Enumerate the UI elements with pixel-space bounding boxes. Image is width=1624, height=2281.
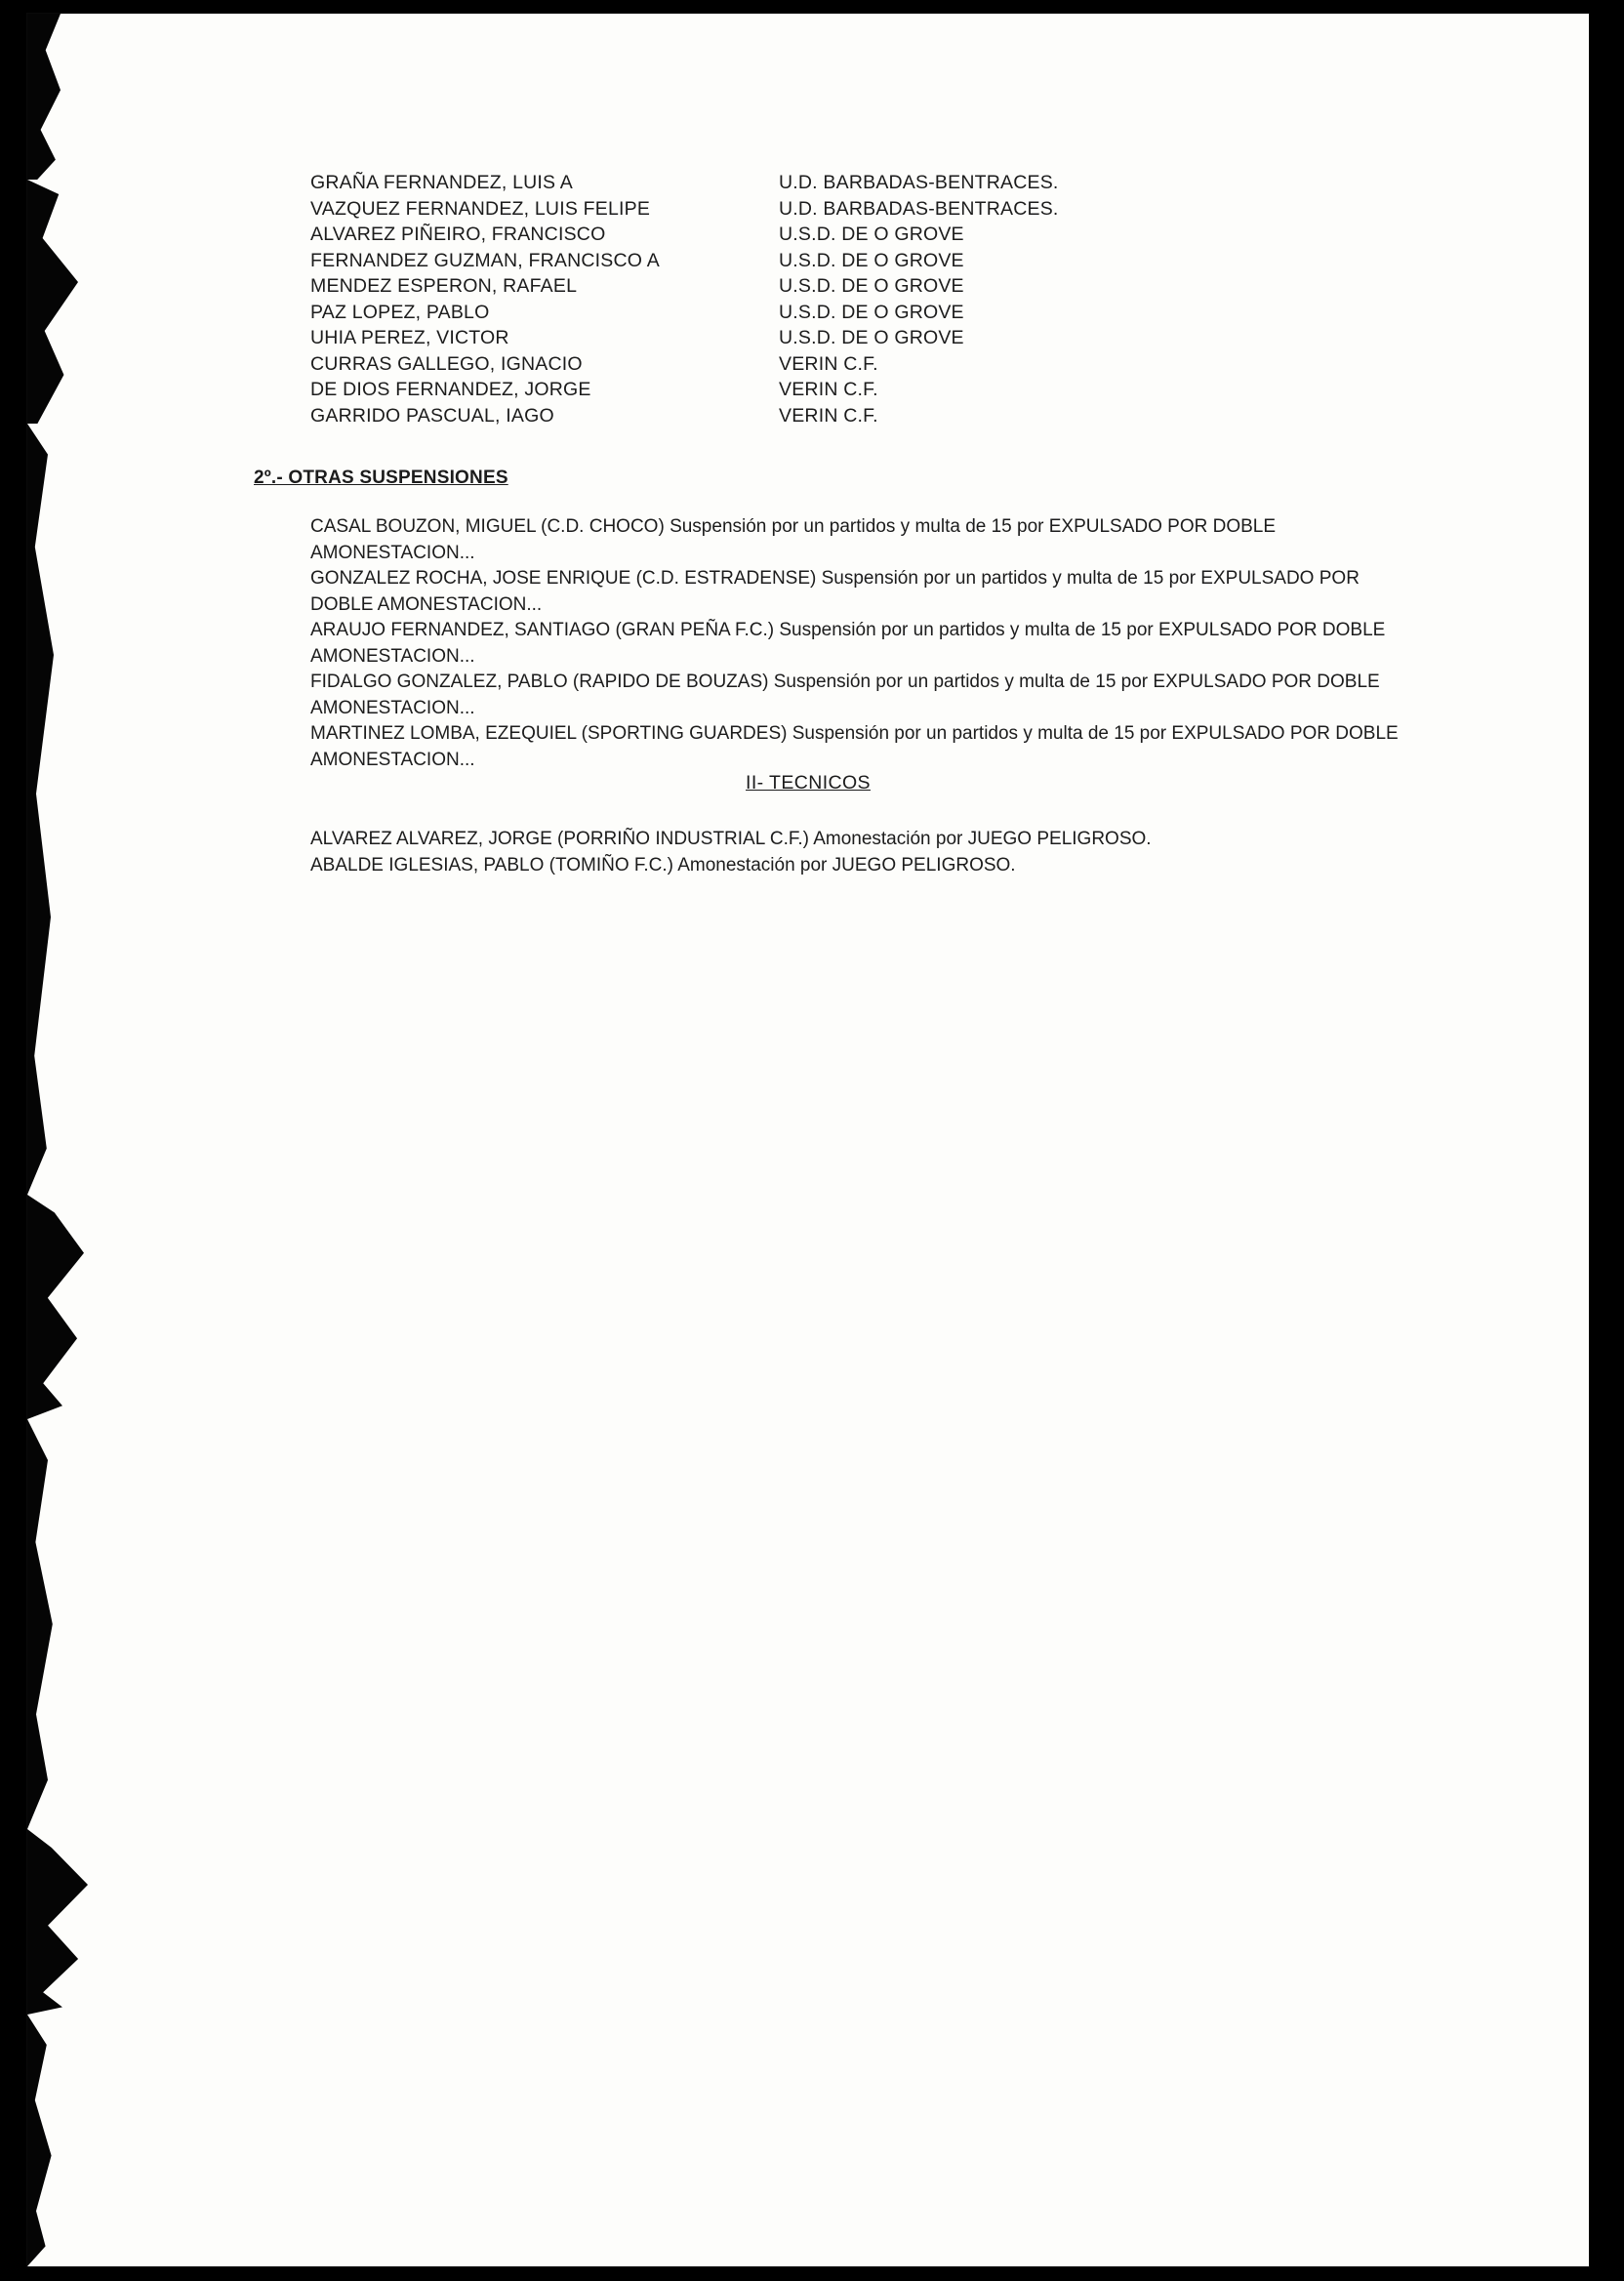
list-item: ABALDE IGLESIAS, PABLO (TOMIÑO F.C.) Amonestación por JUEGO PELIGROSO. [310, 854, 1016, 876]
table-row [310, 196, 1384, 223]
player-name: PAZ LOPEZ, PABLO [310, 301, 490, 323]
club-name: U.S.D. DE O GROVE [779, 301, 964, 323]
other-suspensions-list [310, 514, 1403, 773]
player-name: UHIA PEREZ, VICTOR [310, 327, 509, 348]
table-row [310, 170, 1384, 196]
player-name: CURRAS GALLEGO, IGNACIO [310, 352, 583, 375]
list-item: GONZALEZ ROCHA, JOSE ENRIQUE (C.D. ESTRADENSE) Suspensión por un partidos y multa de 15 por EXPULSADO POR DOBLE AMONESTACION... [310, 568, 1360, 615]
club-name: U.D. BARBADAS-BENTRACES. [779, 197, 1059, 220]
player-name: FERNANDEZ GUZMAN, FRANCISCO A [310, 249, 660, 271]
table-row [310, 325, 1384, 351]
club-name: VERIN C.F. [779, 352, 878, 375]
table-row [310, 300, 1384, 326]
tecnicos-list [310, 827, 1403, 878]
club-name: U.S.D. DE O GROVE [779, 275, 964, 297]
list-item: FIDALGO GONZALEZ, PABLO (RAPIDO DE BOUZAS) Suspensión por un partidos y multa de 15 por EXPULSADO POR DOBLE AMONESTACION... [310, 672, 1380, 718]
scanned-page [27, 14, 1589, 2266]
player-name: DE DIOS FERNANDEZ, JORGE [310, 379, 591, 400]
table-row [310, 273, 1384, 300]
list-item: ARAUJO FERNANDEZ, SANTIAGO (GRAN PEÑA F.C.) Suspensión por un partidos y multa de 15 por EXPULSADO POR DOBLE AMONESTACION... [310, 620, 1386, 667]
section-heading-otras-suspensiones: 2º.- OTRAS SUSPENSIONES [254, 468, 508, 488]
list-item: MARTINEZ LOMBA, EZEQUIEL (SPORTING GUARDES) Suspensión por un partidos y multa de 15 por EXPULSADO POR DOBLE AMONESTACION... [310, 723, 1399, 770]
club-name: U.D. BARBADAS-BENTRACES. [779, 172, 1059, 193]
table-row [310, 248, 1384, 274]
club-name: VERIN C.F. [779, 404, 878, 427]
club-name: U.S.D. DE O GROVE [779, 249, 964, 271]
table-row [310, 377, 1384, 403]
club-name: U.S.D. DE O GROVE [779, 327, 964, 348]
table-row [310, 222, 1384, 248]
subsection-heading-tecnicos: II- TECNICOS [746, 772, 871, 794]
player-name: MENDEZ ESPERON, RAFAEL [310, 275, 578, 297]
document-body [27, 14, 1589, 2266]
table-row [310, 351, 1384, 378]
table-row [310, 403, 1384, 429]
player-name: GARRIDO PASCUAL, IAGO [310, 404, 554, 427]
player-name: GRAÑA FERNANDEZ, LUIS A [310, 172, 573, 193]
list-item: ALVAREZ ALVAREZ, JORGE (PORRIÑO INDUSTRIAL C.F.) Amonestación por JUEGO PELIGROSO. [310, 829, 1152, 849]
club-name: VERIN C.F. [779, 379, 878, 400]
player-name: ALVAREZ PIÑEIRO, FRANCISCO [310, 224, 606, 245]
list-item: CASAL BOUZON, MIGUEL (C.D. CHOCO) Suspensión por un partidos y multa de 15 por EXPULSADO POR DOBLE AMONESTACION... [310, 516, 1277, 563]
sanctioned-players-list [310, 170, 1384, 428]
club-name: U.S.D. DE O GROVE [779, 224, 964, 245]
player-name: VAZQUEZ FERNANDEZ, LUIS FELIPE [310, 197, 651, 220]
